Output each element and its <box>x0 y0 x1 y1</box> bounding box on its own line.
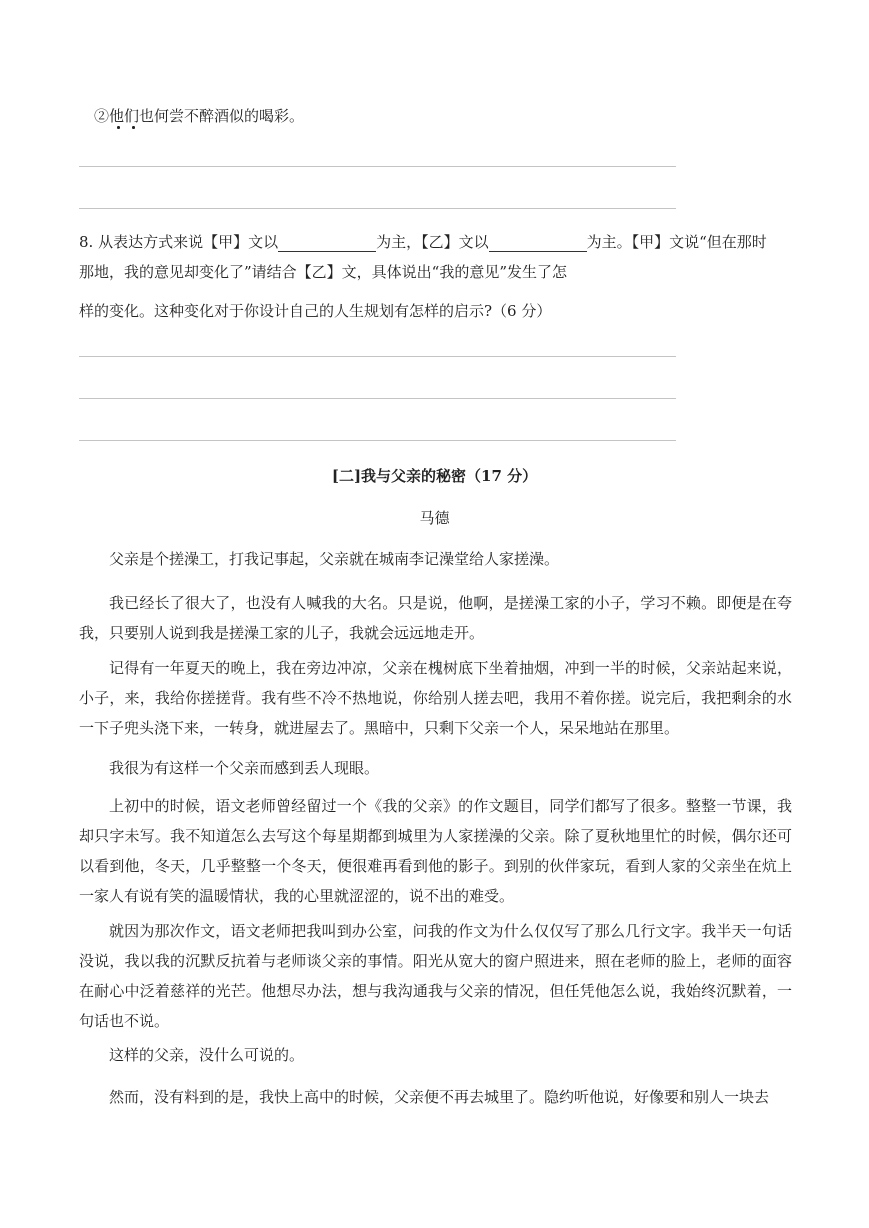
q8-line-2: 那地，我的意见却变化了”请结合【乙】文，具体说出“我的意见”发生了怎 <box>79 263 568 281</box>
q8-line-1 <box>79 232 767 252</box>
section-author: 马德 <box>419 509 450 527</box>
paragraph-2: 我已经长了很大了，也没有人喊我的大名。只是说，他啊，是搓澡工家的小子，学习不赖。即便是在夸我，只要别人说到我是搓澡工家的儿子，我就会远远地走开。 <box>79 594 792 642</box>
q8-text-part-3: 为主。【甲】文说“但在那时 <box>586 233 767 251</box>
paragraph-5: 上初中的时候，语文老师曾经留过一个《我的父亲》的作文题目，同学们都写了很多。整整一节课，我却只字未写。我不知道怎么去写这个每星期都到城里为人家搓澡的父亲。除了夏秋地里忙的时候，偶尔还可以看到他，冬天，几乎整整一个冬天，便很难再看到他的影子。到别的伙伴家玩，看到人家的父亲坐在炕上一家人有说有笑的温暖情状，我的心里就涩涩的，说不出的难受。 <box>79 797 792 905</box>
answer-line-q7-1[interactable] <box>79 166 676 167</box>
q8-blank-1[interactable] <box>278 235 376 252</box>
paragraph-4: 我很为有这样一个父亲而感到丢人现眼。 <box>109 759 380 777</box>
q8-line-3: 样的变化。这种变化对于你设计自己的人生规划有怎样的启示?（6 分） <box>79 302 552 320</box>
answer-line-q7-2[interactable] <box>79 208 676 209</box>
paragraph-3: 记得有一年夏天的晚上，我在旁边冲凉，父亲在槐树底下坐着抽烟，冲到一半的时候，父亲站起来说，小子，来，我给你搓搓背。我有些不冷不热地说，你给别人搓去吧，我用不着你搓。说完后，我把剩余的水一下子兜头浇下来，一转身，就进屋去了。黑暗中，只剩下父亲一个人，呆呆地站在那里。 <box>79 659 792 737</box>
q8-text-part-2: 为主，【乙】文以 <box>376 233 489 251</box>
q8-text-part-1: 8. 从表达方式来说【甲】文以 <box>79 233 279 251</box>
q8-blank-2[interactable] <box>489 235 587 252</box>
paragraph-7: 这样的父亲，没什么可说的。 <box>109 1046 305 1064</box>
answer-line-q8-1[interactable] <box>79 356 676 357</box>
section-title: [二]我与父亲的秘密（17 分） <box>331 467 538 485</box>
answer-line-q8-3[interactable] <box>79 440 676 441</box>
paragraph-1: 父亲是个搓澡工，打我记事起，父亲就在城南李记澡堂给人家搓澡。 <box>109 550 560 568</box>
q7-item-2: ②他们也何尝不醉酒似的喝彩。 <box>94 107 305 125</box>
paragraph-6: 就因为那次作文，语文老师把我叫到办公室，问我的作文为什么仅仅写了那么几行文字。我半天一句话没说，我以我的沉默反抗着与老师谈父亲的事情。阳光从宽大的窗户照进来，照在老师的脸上，老师的面容在耐心中泛着慈祥的光芒。他想尽办法，想与我沟通我与父亲的情况，但任凭他怎么说，我始终沉默着，一句话也不说。 <box>79 922 792 1030</box>
paragraph-8: 然而，没有料到的是，我快上高中的时候，父亲便不再去城里了。隐约听他说，好像要和别人一块去 <box>109 1088 770 1106</box>
answer-line-q8-2[interactable] <box>79 398 676 399</box>
